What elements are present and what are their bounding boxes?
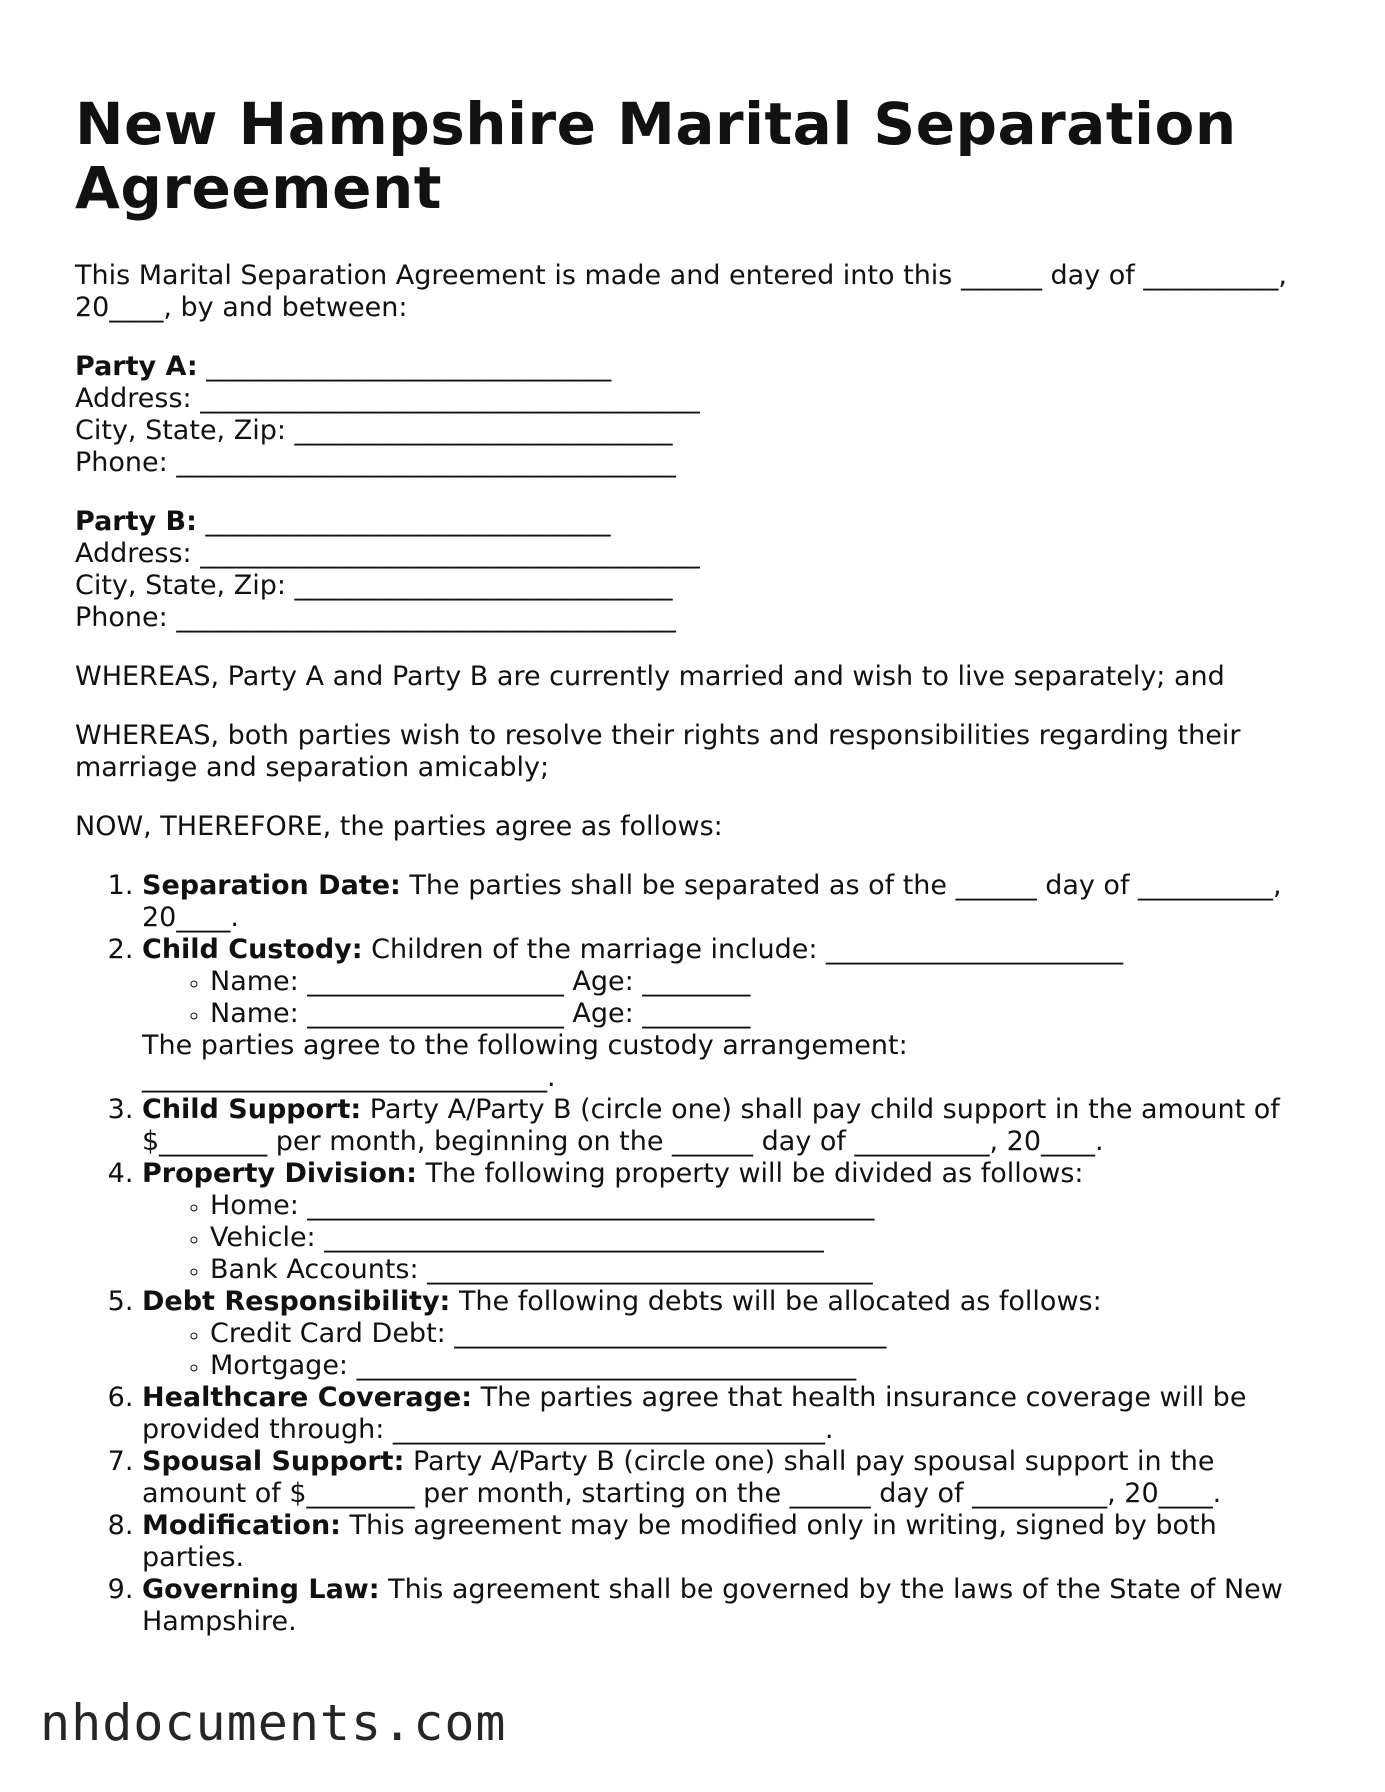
term-text: Party A/Party B (circle one) shall pay child support in the amount of $________ per month, beginning on the ______ day of __________, 20____. <box>142 1094 1280 1157</box>
term-spousal-support <box>142 1446 1305 1510</box>
site-watermark: nhdocuments.com <box>40 1694 507 1752</box>
term-label: Separation Date: <box>142 870 401 901</box>
term-label: Child Custody: <box>142 934 363 965</box>
party-b-name-blank: ______________________________ <box>196 506 611 537</box>
debt-list <box>142 1318 1305 1382</box>
party-a-name-blank: ______________________________ <box>197 351 612 382</box>
whereas-paragraph-1: WHEREAS, Party A and Party B are currently married and wish to live separately; and <box>75 661 1225 692</box>
property-bank-accounts: ◦ Bank Accounts: _________________________________ <box>210 1254 1305 1286</box>
document-title: New Hampshire Marital Separation Agreement <box>75 90 1237 222</box>
term-text: The following property will be divided as follows: <box>416 1158 1084 1189</box>
term-text: This agreement shall be governed by the laws of the State of New Hampshire. <box>142 1574 1283 1637</box>
child-entry: ◦ Name: ___________________ Age: ________ <box>210 966 1305 998</box>
party-b-address: Address: _____________________________________ <box>75 538 700 569</box>
party-a-phone: Phone: _____________________________________ <box>75 447 676 478</box>
party-a-city: City, State, Zip: ____________________________ <box>75 415 673 446</box>
party-b-city: City, State, Zip: ____________________________ <box>75 570 673 601</box>
term-child-support <box>142 1094 1305 1158</box>
term-label: Modification: <box>142 1510 341 1541</box>
property-vehicle: ◦ Vehicle: _____________________________________ <box>210 1222 1305 1254</box>
party-b-name-line <box>75 506 1305 538</box>
term-text: Children of the marriage include: ______________________ <box>362 934 1124 965</box>
intro-paragraph: This Marital Separation Agreement is made and entered into this ______ day of __________, 20____, by and between: <box>75 260 1287 323</box>
party-a-label: Party A: <box>75 351 198 382</box>
party-b-phone: Phone: _____________________________________ <box>75 602 676 633</box>
term-text: This agreement may be modified only in writing, signed by both parties. <box>142 1510 1217 1573</box>
term-separation-date <box>142 870 1305 934</box>
party-a-name-line <box>75 351 1305 383</box>
term-label: Governing Law: <box>142 1574 380 1605</box>
term-label: Child Support: <box>142 1094 362 1125</box>
party-a-address: Address: _____________________________________ <box>75 383 700 414</box>
term-text: Party A/Party B (circle one) shall pay spousal support in the amount of $________ per month, starting on the ______ day of __________, 20____. <box>142 1446 1222 1509</box>
debt-credit-card: ◦ Credit Card Debt: ________________________________ <box>210 1318 1305 1350</box>
term-debt-responsibility <box>142 1286 1305 1382</box>
terms-list <box>75 870 1305 1638</box>
property-list <box>142 1190 1305 1286</box>
child-list <box>142 966 1305 1030</box>
term-label: Property Division: <box>142 1158 417 1189</box>
now-therefore-paragraph: NOW, THEREFORE, the parties agree as follows: <box>75 811 723 842</box>
term-text: The parties shall be separated as of the ______ day of __________, 20____. <box>142 870 1282 933</box>
term-healthcare-coverage <box>142 1382 1305 1446</box>
party-b-block <box>75 506 1305 634</box>
term-governing-law <box>142 1574 1305 1638</box>
custody-arrangement: The parties agree to the following custody arrangement: ______________________________. <box>142 1030 908 1093</box>
party-a-block <box>75 351 1305 479</box>
term-label: Healthcare Coverage: <box>142 1382 473 1413</box>
child-entry: ◦ Name: ___________________ Age: ________ <box>210 998 1305 1030</box>
document-page <box>75 92 1305 1638</box>
term-modification <box>142 1510 1305 1574</box>
term-text: The parties agree that health insurance coverage will be provided through: ________________________________. <box>142 1382 1247 1445</box>
debt-mortgage: ◦ Mortgage: _____________________________________ <box>210 1350 1305 1382</box>
term-child-custody <box>142 934 1305 1094</box>
whereas-paragraph-2: WHEREAS, both parties wish to resolve their rights and responsibilities regarding their marriage and separation amicably; <box>75 720 1241 783</box>
term-text: The following debts will be allocated as follows: <box>450 1286 1102 1317</box>
party-b-label: Party B: <box>75 506 197 537</box>
term-label: Debt Responsibility: <box>142 1286 451 1317</box>
term-property-division <box>142 1158 1305 1286</box>
property-home: ◦ Home: __________________________________________ <box>210 1190 1305 1222</box>
term-label: Spousal Support: <box>142 1446 405 1477</box>
